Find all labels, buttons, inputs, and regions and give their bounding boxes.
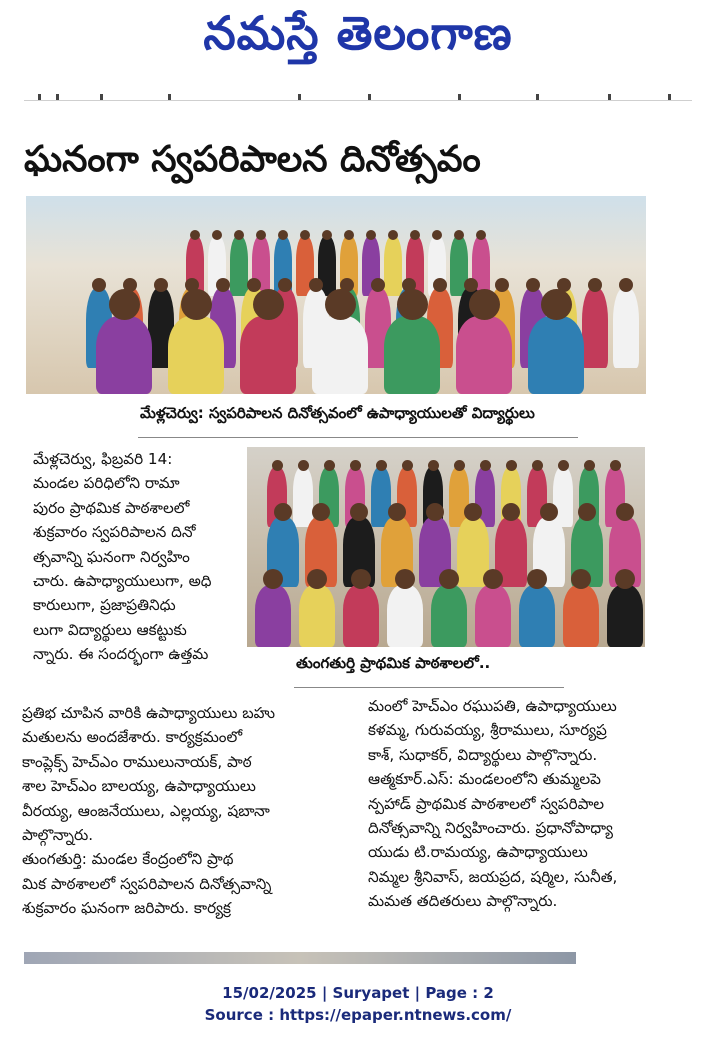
body-column-left-top <box>33 447 245 667</box>
photo-person <box>255 585 291 647</box>
photo-person-head <box>502 503 520 521</box>
photo-person-head <box>325 289 356 320</box>
caption-rule <box>138 437 578 438</box>
photo-person-head <box>253 289 284 320</box>
photo-person-head <box>278 230 288 240</box>
article-headline: ఘనంగా స్వపరిపాలన దినోత్సవం <box>24 139 481 180</box>
photo-person-head <box>247 278 261 292</box>
photo-person <box>168 316 224 394</box>
photo-person-head <box>506 460 517 471</box>
photo-person-head <box>154 278 168 292</box>
footer-source-line: Source : https://epaper.ntnews.com/ <box>204 1006 512 1024</box>
photo-person <box>528 316 584 394</box>
photo-person-head <box>388 503 406 521</box>
photo-person <box>384 316 440 394</box>
photo-person-head <box>433 278 447 292</box>
photo-person <box>475 585 511 647</box>
next-article-photo-strip <box>24 952 576 964</box>
photo-person-head <box>272 460 283 471</box>
photo-person <box>299 585 335 647</box>
photo-person-head <box>322 230 332 240</box>
photo-person-head <box>480 460 491 471</box>
photo-person-head <box>426 503 444 521</box>
body-text-line: ఆత్మకూర్.ఎస్: మండలంలోని తుమ్మలపె <box>368 770 601 789</box>
photo-person-head <box>190 230 200 240</box>
photo-person-head <box>278 278 292 292</box>
photo-person-head <box>610 460 621 471</box>
photo-person-head <box>469 289 500 320</box>
body-text-line: న్పహాడ్ ప్రాథమిక పాఠశాలలో స్వపరిపాల <box>368 794 605 813</box>
photo-person-head <box>256 230 266 240</box>
photo-person <box>431 585 467 647</box>
caption-rule <box>294 687 564 688</box>
photo-person-head <box>540 503 558 521</box>
body-text-line: శుక్రవారం స్వపరిపాలన దినో <box>33 523 196 542</box>
photo-person-head <box>615 569 635 589</box>
body-text-line: త్సవాన్ని ఘనంగా నిర్వహిం <box>33 547 190 566</box>
photo-person <box>607 585 643 647</box>
photo-person-head <box>216 278 230 292</box>
photo-person-head <box>350 460 361 471</box>
photo-person <box>613 288 639 368</box>
photo-person <box>519 585 555 647</box>
photo-person <box>230 236 248 296</box>
tick-mark <box>38 94 41 100</box>
body-text-line: మంలో హెచ్ఎం రఘుపతి, ఉపాధ్యాయులు <box>368 697 617 715</box>
tick-mark <box>608 94 611 100</box>
photo-person-head <box>371 278 385 292</box>
photo-person-head <box>527 569 547 589</box>
body-text-line: ప్రతిభ చూపిన వారికి ఉపాధ్యాయులు బహు <box>22 704 275 722</box>
photo2-caption: తుంగతుర్తి ప్రాథమిక పాఠశాలలో.. <box>296 654 491 672</box>
body-text-line: న్నారు. ఈ సందర్భంగా ఉత్తమ <box>33 645 209 664</box>
photo-person <box>384 236 402 296</box>
photo-person <box>312 316 368 394</box>
photo-person-head <box>526 278 540 292</box>
photo-person-head <box>366 230 376 240</box>
photo-person-head <box>300 230 310 240</box>
body-text-line: మేళ్లచెర్వు, ఫిబ్రవరి 14: <box>33 450 173 468</box>
photo-person-head <box>181 289 212 320</box>
body-text-line: శుక్రవారం ఘనంగా జరిపారు. కార్యక్ర <box>22 899 231 918</box>
photo-person-head <box>464 503 482 521</box>
tick-mark <box>536 94 539 100</box>
photo-person-head <box>376 460 387 471</box>
masthead-ticks <box>38 94 678 102</box>
photo-person-head <box>571 569 591 589</box>
tick-mark <box>668 94 671 100</box>
photo-person-head <box>312 503 330 521</box>
body-text-line: మతులను అందజేశారు. కార్యక్రమంలో <box>22 728 243 747</box>
body-column-right-bottom <box>368 694 668 914</box>
photo-person <box>456 316 512 394</box>
photo-person-head <box>324 460 335 471</box>
photo-person-head <box>109 289 140 320</box>
photo-person-head <box>558 460 569 471</box>
photo-person <box>582 288 608 368</box>
photo-person <box>563 585 599 647</box>
photo-person-head <box>212 230 222 240</box>
body-text-line: పాల్గొన్నారు. <box>22 826 94 845</box>
photo-person-head <box>263 569 283 589</box>
body-column-left-bottom <box>22 701 347 921</box>
photo-person-head <box>584 460 595 471</box>
photo-person-head <box>274 503 292 521</box>
photo-person <box>371 467 391 527</box>
masthead-title: నమస్తే తెలంగాణ <box>203 6 513 60</box>
photo-person-head <box>410 230 420 240</box>
body-text-line: కాంప్లెక్స్ హెచ్ఎం రాములునాయక్, పాఠ <box>22 752 252 771</box>
photo-person <box>387 585 423 647</box>
photo-person <box>293 467 313 527</box>
body-text-line: చారు. ఉపాధ్యాయులుగా, అధి <box>33 572 212 591</box>
body-text-line: తుంగతుర్తి: మండల కేంద్రంలోని ప్రాథ <box>22 850 234 869</box>
photo-person-head <box>432 230 442 240</box>
photo-person-head <box>388 230 398 240</box>
tick-mark <box>56 94 59 100</box>
body-text-line: దినోత్సవాన్ని నిర్వహించారు. ప్రధానోపాధ్యా <box>368 819 613 838</box>
photo-person-head <box>234 230 244 240</box>
photo-person-head <box>439 569 459 589</box>
body-text-line: పురం ప్రాథమిక పాఠశాలలో <box>33 498 190 517</box>
photo-person-head <box>532 460 543 471</box>
photo-thungathurthi-school <box>247 447 645 647</box>
body-text-line: కాశ్, సుధాకర్, విద్యార్థులు పాల్గొన్నారు. <box>368 745 598 764</box>
photo-person-head <box>454 230 464 240</box>
tick-mark <box>100 94 103 100</box>
photo-person-head <box>397 289 428 320</box>
tick-mark <box>168 94 171 100</box>
body-text-line: నిమ్మల శ్రీనివాస్, జయప్రద, షర్మిల, సునీత, <box>368 867 618 886</box>
body-text-line: వీరయ్య, ఆంజనేయులు, ఎల్లయ్య, షబానా <box>22 801 270 820</box>
photo1-caption: మేళ్లచెర్వు: స్వపరిపాలన దినోత్సవంలో ఉపాధ్యాయులతో విద్యార్థులు <box>140 404 535 422</box>
photo-person-head <box>483 569 503 589</box>
body-text-line: యుడు టి.రామయ్య, ఉపాధ్యాయులు <box>368 843 588 862</box>
photo-person-head <box>395 569 415 589</box>
photo-person <box>96 316 152 394</box>
footer-edition-line: 15/02/2025 | Suryapet | Page : 2 <box>222 984 494 1002</box>
tick-mark <box>368 94 371 100</box>
photo-person-head <box>619 278 633 292</box>
body-text-line: కారులుగా, ప్రజాప్రతినిధు <box>33 596 176 615</box>
photo-person-head <box>464 278 478 292</box>
photo-person-head <box>92 278 106 292</box>
photo-person-head <box>454 460 465 471</box>
photo-person-head <box>476 230 486 240</box>
photo-person-head <box>495 278 509 292</box>
body-text-line: మండల పరిధిలోని రామా <box>33 474 180 493</box>
photo-person-head <box>588 278 602 292</box>
photo-person-head <box>402 460 413 471</box>
body-text-line: శాల హెచ్ఎం బాలయ్య, ఉపాధ్యాయులు <box>22 777 256 796</box>
photo-person-head <box>344 230 354 240</box>
photo-person <box>343 585 379 647</box>
photo-person-head <box>578 503 596 521</box>
photo-person-head <box>428 460 439 471</box>
body-text-line: లుగా విద్యార్థులు ఆకట్టుకు <box>33 620 187 639</box>
photo-person-head <box>351 569 371 589</box>
photo-person-head <box>309 278 323 292</box>
tick-mark <box>298 94 301 100</box>
body-text-line: మమత తదితరులు పాల్గొన్నారు. <box>368 892 558 911</box>
tick-mark <box>458 94 461 100</box>
photo-person-head <box>616 503 634 521</box>
photo-person <box>240 316 296 394</box>
photo-person-head <box>541 289 572 320</box>
photo-students-teachers <box>26 196 646 394</box>
photo-person-head <box>350 503 368 521</box>
photo-person-head <box>307 569 327 589</box>
body-text-line: మిక పాఠశాలలో స్వపరిపాలన దినోత్సవాన్ని <box>22 874 272 893</box>
photo-person-head <box>298 460 309 471</box>
body-text-line: కళమ్మ, గురువయ్య, శ్రీరాములు, సూర్యప్ర <box>368 721 607 740</box>
